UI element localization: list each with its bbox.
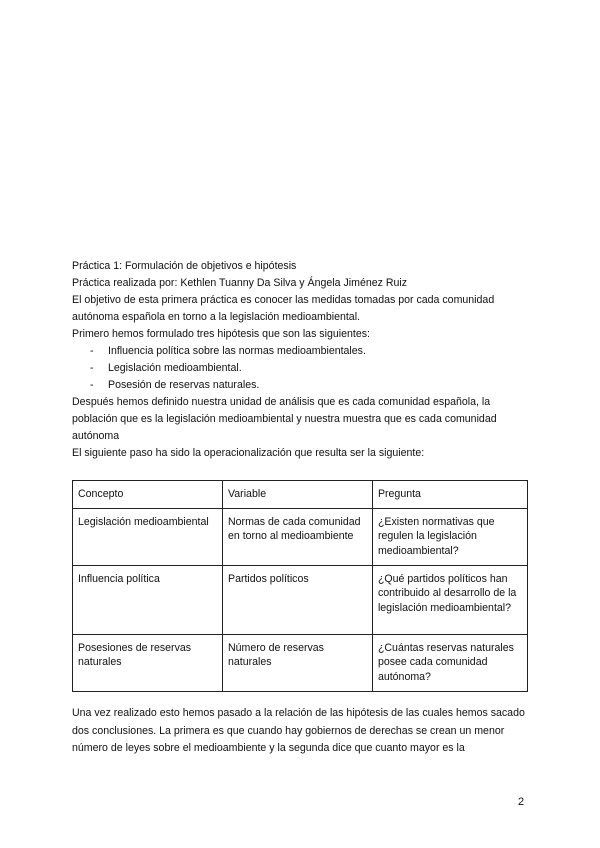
- table-row: [73, 634, 528, 691]
- hypothesis-item: - Legislación medioambiental.: [72, 360, 522, 377]
- table-cell: Normas de cada comunidad en torno al medioambiente: [223, 508, 373, 565]
- table-cell: Legislación medioambiental: [73, 508, 223, 565]
- hypotheses-intro: Primero hemos formulado tres hipótesis que son las siguientes:: [72, 328, 370, 340]
- operationalization-intro: El siguiente paso ha sido la operacionalización que resulta ser la siguiente:: [72, 447, 425, 459]
- document-body: [72, 258, 522, 462]
- objective-paragraph: El objetivo de esta primera práctica es conocer las medidas tomadas por cada comunidad autónoma española en torno a la legislación medioambiental.: [72, 294, 495, 323]
- operationalization-table: [72, 480, 528, 692]
- table-row: [73, 508, 528, 565]
- table-cell: Influencia política: [73, 565, 223, 634]
- table-cell: Posesiones de reservas naturales: [73, 634, 223, 691]
- hypothesis-item: - Posesión de reservas naturales.: [72, 377, 522, 394]
- page-number: 2: [518, 796, 525, 808]
- conclusion-paragraph: Una vez realizado esto hemos pasado a la relación de las hipótesis de las cuales hemos sacado dos conclusiones. La primera es que cuando hay gobiernos de derechas se crean un menor número de leyes sobre el medioambiente y la segunda dice que cuanto mayor es la: [72, 707, 525, 754]
- table-header-row: [73, 481, 528, 509]
- table-header-cell: Variable: [223, 481, 373, 509]
- analysis-unit-paragraph: Después hemos definido nuestra unidad de análisis que es cada comunidad española, la población que es la legislación medioambiental y nuestra muestra que es cada comunidad autónoma: [72, 396, 497, 442]
- conclusion-section: [72, 705, 532, 758]
- table-row: [73, 565, 528, 634]
- table-cell: ¿Existen normativas que regulen la legislación medioambiental?: [372, 508, 527, 565]
- authors-line: Práctica realizada por: Kethlen Tuanny Da Silva y Ángela Jiménez Ruiz: [72, 277, 408, 289]
- table-cell: Número de reservas naturales: [223, 634, 373, 691]
- practice-title: Práctica 1: Formulación de objetivos e hipótesis: [72, 260, 297, 272]
- table-header-cell: Pregunta: [372, 481, 527, 509]
- table-cell: Partidos políticos: [223, 565, 373, 634]
- table-cell: ¿Qué partidos políticos han contribuido al desarrollo de la legislación medioambiental?: [372, 565, 527, 634]
- hypothesis-item: - Influencia política sobre las normas medioambientales.: [72, 343, 522, 360]
- table-cell: ¿Cuántas reservas naturales posee cada comunidad autónoma?: [372, 634, 527, 691]
- table-header-cell: Concepto: [73, 481, 223, 509]
- hypotheses-list: [72, 343, 522, 394]
